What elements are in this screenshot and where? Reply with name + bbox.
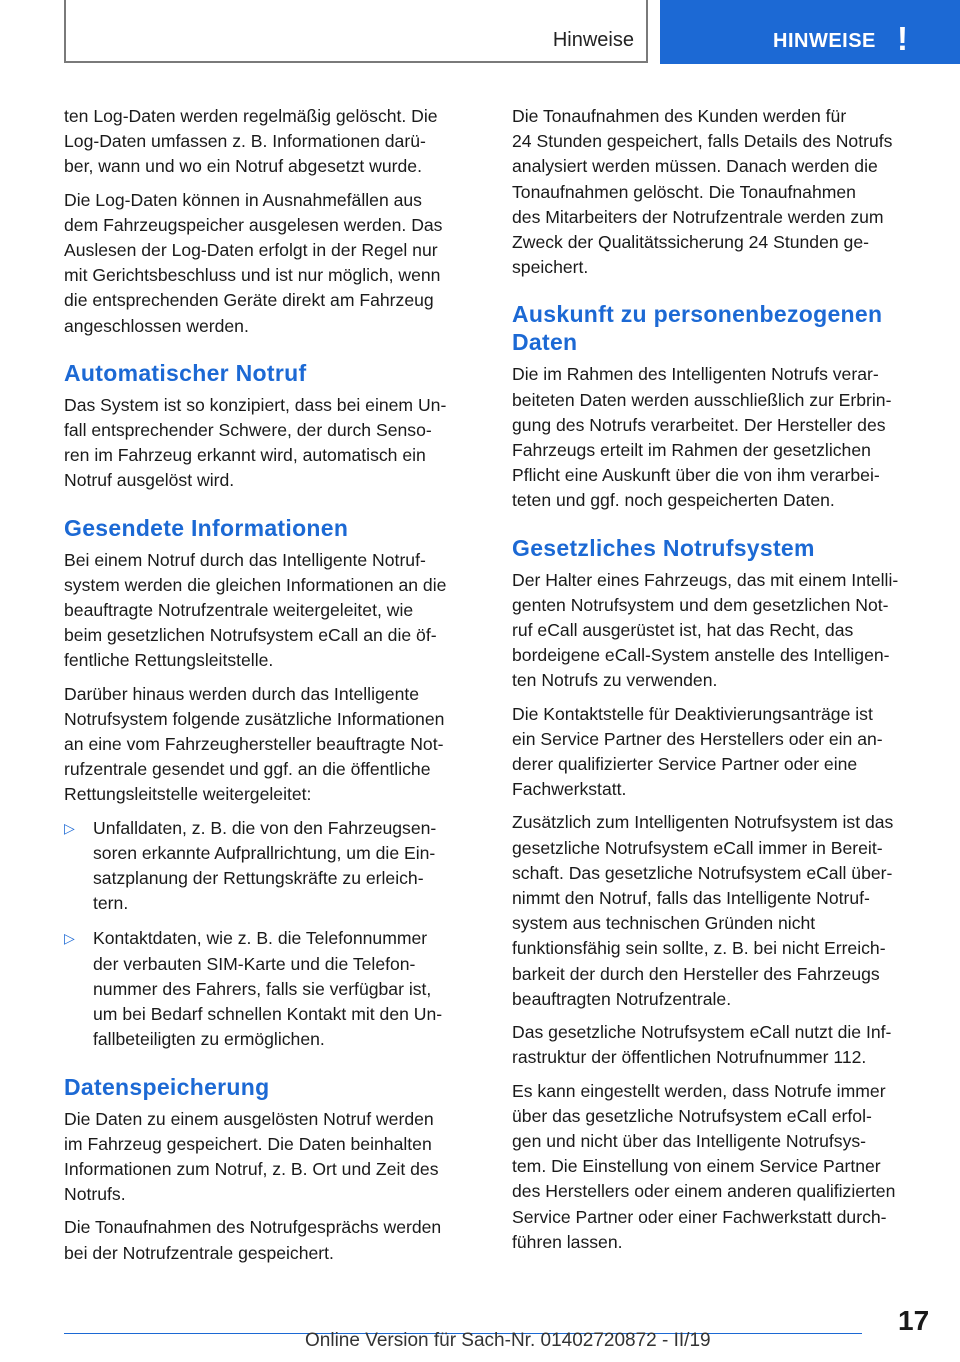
paragraph: Es kann eingestellt werden, dass Notrufe immer über das gesetzliche Notrufsystem eCall erfol- gen und nicht über das Intelligente Notrufsys- tem. Die Einstellung von einem Service Partner des Herstellers oder einem anderen qualifizierten Service Partner oder einer Fachwerkstatt durch- führen lassen.	[512, 1080, 896, 1252]
paragraph: Darüber hinaus werden durch das Intelligente Notrufsystem folgende zusätzliche Informationen an eine vom Fahrzeughersteller beauftragte Not- rufzentrale gesendet und ggf. an die öffentliche Rettungsleitstelle weitergeleitet:	[64, 683, 445, 805]
paragraph: Der Halter eines Fahrzeugs, das mit einem Intelli- genten Notrufsystem und dem gesetzlichen Not- ruf eCall ausgerüstet ist, hat das Recht, das bordeigene eCall-System anstelle des Intelligen- ten Notrufs zu verwenden.	[512, 569, 899, 691]
paragraph: Das System ist so konzipiert, dass bei einem Un- fall entsprechender Schwere, der durch Senso- ren im Fahrzeug erkannt wird, automatisch ein Notruf ausgelöst wird.	[64, 394, 447, 491]
paragraph: Die Tonaufnahmen des Notrufgesprächs werden bei der Notrufzentrale gespeichert.	[64, 1217, 442, 1263]
heading-gesetzliches-notrufsystem: Gesetzliches Notrufsystem	[512, 534, 815, 561]
list-item-text: Unfalldaten, z. B. die von den Fahrzeugsen- soren erkannte Aufprallrichtung, um die Ein- satzplanung der Rettungskräfte zu erleich- tern.	[93, 817, 437, 914]
bullet-list	[64, 816, 480, 1053]
paragraph: Die Log-Daten können in Ausnahmefällen aus dem Fahrzeugspeicher ausgelesen werden. Das Auslesen der Log-Daten erfolgt in der Regel nur mit Gerichtsbeschluss und ist nur möglich, wenn die entsprechenden Geräte direkt am Fahrzeug angeschlossen werden.	[64, 189, 443, 336]
heading-datenspeicherung: Datenspeicherung	[64, 1073, 270, 1100]
right-column	[512, 104, 928, 1263]
paragraph: Zusätzlich zum Intelligenten Notrufsystem ist das gesetzliche Notrufsystem eCall immer in Bereit- schaft. Das gesetzliche Notrufsystem eCall über- nimmt den Notruf, falls das Intelligente Notruf- system aus technischen Gründen nicht funktionsfähig sein sollte, z. B. bei nicht Erreich- barkeit der durch den Hersteller des Fahrzeugs beauftragten Notrufzentrale.	[512, 812, 894, 1009]
footer-version-text: Online Version für Sach-Nr. 01402720872 - II/19	[305, 1330, 711, 1351]
heading-auskunft: Auskunft zu personenbezogenen Daten	[512, 301, 883, 356]
paragraph: Die Tonaufnahmen des Kunden werden für 24 Stunden gespeichert, falls Details des Notrufs analysiert werden müssen. Danach werden die Tonaufnahmen gelöscht. Die Tonaufnahmen des Mitarbeiters der Notrufzentrale werden zum Zweck der Qualitätssicherung 24 Stunden ge- speichert.	[512, 106, 893, 278]
paragraph: Die Daten zu einem ausgelösten Notruf werden im Fahrzeug gespeichert. Die Daten beinhalten Informationen zum Notruf, z. B. Ort und Zeit des Notrufs.	[64, 1108, 439, 1205]
paragraph: Die im Rahmen des Intelligenten Notrufs verar- beiteten Daten werden ausschließlich zur Erbrin- gung des Notrufs verarbeitet. Der Hersteller des Fahrzeugs erteilt im Rahmen der gesetzlichen Pflicht eine Auskunft über die von ihm verarbei- teten und ggf. noch gespeicherten Daten.	[512, 364, 892, 511]
left-column	[64, 104, 480, 1274]
triangle-bullet-icon: ▷	[64, 930, 75, 947]
paragraph: ten Log-Daten werden regelmäßig gelöscht. Die Log-Daten umfassen z. B. Informationen darü- ber, wann und wo ein Notruf abgesetzt wurde.	[64, 106, 438, 177]
paragraph: Die Kontaktstelle für Deaktivierungsanträge ist ein Service Partner des Herstellers oder ein an- derer qualifizierter Service Partner oder eine Fachwerkstatt.	[512, 703, 883, 800]
list-item-text: Kontaktdaten, wie z. B. die Telefonnummer der verbauten SIM-Karte und die Telefon- nummer des Fahrers, falls sie verfügbar ist, um bei Bedarf schnellen Kontakt mit den Un- fallbeteiligten zu ermöglichen.	[93, 928, 443, 1050]
list-item	[64, 926, 480, 1052]
page-number: 17	[898, 1305, 930, 1336]
chapter-title: HINWEISE	[773, 30, 876, 52]
section-label: Hinweise	[552, 29, 634, 51]
paragraph: Das gesetzliche Notrufsystem eCall nutzt die Inf- rastruktur der öffentlichen Notrufnummer 112.	[512, 1022, 892, 1068]
paragraph: Bei einem Notruf durch das Intelligente Notruf- system werden die gleichen Informationen an die beauftragte Notrufzentrale weitergeleitet, wie beim gesetzlichen Notrufsystem eCall an die öf- fentliche Rettungsleitstelle.	[64, 549, 447, 671]
exclamation-icon: !	[897, 20, 908, 57]
header-section-box	[64, 0, 648, 63]
chapter-tab	[660, 0, 960, 64]
heading-automatischer-notruf: Automatischer Notruf	[64, 359, 307, 386]
heading-gesendete-informationen: Gesendete Informationen	[64, 514, 349, 541]
triangle-bullet-icon: ▷	[64, 819, 75, 836]
list-item	[64, 816, 480, 917]
